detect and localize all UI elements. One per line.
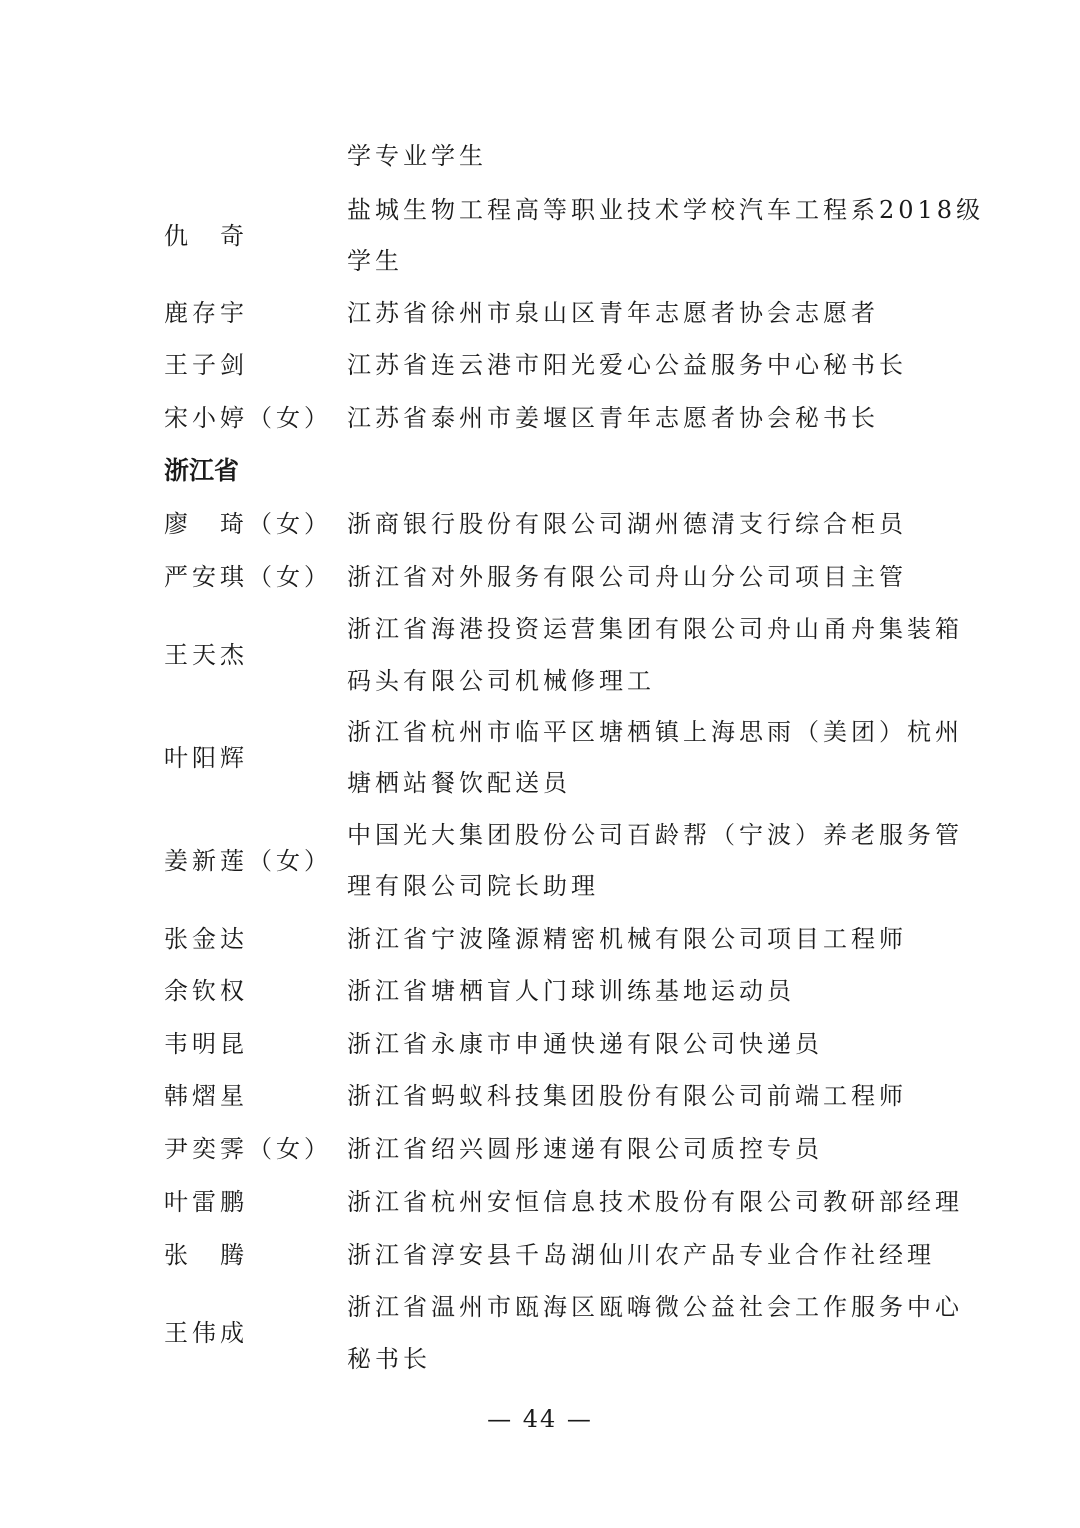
person-name: 鹿存宇 — [164, 299, 248, 327]
org-line: 浙江省对外服务有限公司舟山分公司项目主管 — [347, 563, 907, 591]
person-name: 王天杰 — [164, 641, 248, 669]
person-name: 宋小婷（女） — [164, 404, 332, 432]
org-line: 秘书长 — [347, 1345, 431, 1373]
person-name: 余钦权 — [164, 977, 248, 1005]
org-line: 中国光大集团股份公司百龄帮（宁波）养老服务管 — [347, 821, 963, 849]
org-line: 浙江省绍兴圆彤速递有限公司质控专员 — [347, 1135, 823, 1163]
org-line: 浙江省宁波隆源精密机械有限公司项目工程师 — [347, 925, 907, 953]
page-number: — 44 — — [487, 1405, 593, 1433]
person-name: 韦明昆 — [164, 1030, 248, 1058]
org-line: 浙江省杭州市临平区塘栖镇上海思雨（美团）杭州 — [347, 718, 963, 746]
person-name: 尹奕霁（女） — [164, 1135, 332, 1163]
person-name: 王伟成 — [164, 1319, 248, 1347]
person-name: 叶阳辉 — [164, 744, 248, 772]
org-line: 江苏省泰州市姜堰区青年志愿者协会秘书长 — [347, 404, 879, 432]
person-name: 廖 琦（女） — [164, 510, 332, 538]
person-name: 叶雷鹏 — [164, 1188, 248, 1216]
person-name: 张金达 — [164, 925, 248, 953]
org-line: 浙江省蚂蚁科技集团股份有限公司前端工程师 — [347, 1082, 907, 1110]
org-line: 浙商银行股份有限公司湖州德清支行综合柜员 — [347, 510, 907, 538]
org-line: 浙江省淳安县千岛湖仙川农产品专业合作社经理 — [347, 1241, 935, 1269]
org-line: 盐城生物工程高等职业技术学校汽车工程系2018级 — [347, 196, 985, 224]
org-line: 浙江省永康市申通快递有限公司快递员 — [347, 1030, 823, 1058]
person-name: 王子剑 — [164, 351, 248, 379]
org-line: 江苏省徐州市泉山区青年志愿者协会志愿者 — [347, 299, 879, 327]
person-name: 张 腾 — [164, 1241, 248, 1269]
org-line: 塘栖站餐饮配送员 — [347, 769, 571, 797]
person-name: 韩熠星 — [164, 1082, 248, 1110]
person-name: 严安琪（女） — [164, 563, 332, 591]
org-line: 浙江省温州市瓯海区瓯嗨微公益社会工作服务中心 — [347, 1293, 963, 1321]
person-name: 姜新莲（女） — [164, 847, 332, 875]
org-line: 浙江省塘栖盲人门球训练基地运动员 — [347, 977, 795, 1005]
org-line: 学生 — [347, 247, 403, 275]
org-line: 江苏省连云港市阳光爱心公益服务中心秘书长 — [347, 351, 907, 379]
person-name: 仇 奇 — [164, 222, 248, 250]
continuation-line: 学专业学生 — [347, 142, 487, 170]
org-line: 浙江省杭州安恒信息技术股份有限公司教研部经理 — [347, 1188, 963, 1216]
section-heading: 浙江省 — [164, 456, 240, 485]
org-line: 浙江省海港投资运营集团有限公司舟山甬舟集装箱 — [347, 615, 963, 643]
org-line: 理有限公司院长助理 — [347, 872, 599, 900]
org-line: 码头有限公司机械修理工 — [347, 667, 655, 695]
